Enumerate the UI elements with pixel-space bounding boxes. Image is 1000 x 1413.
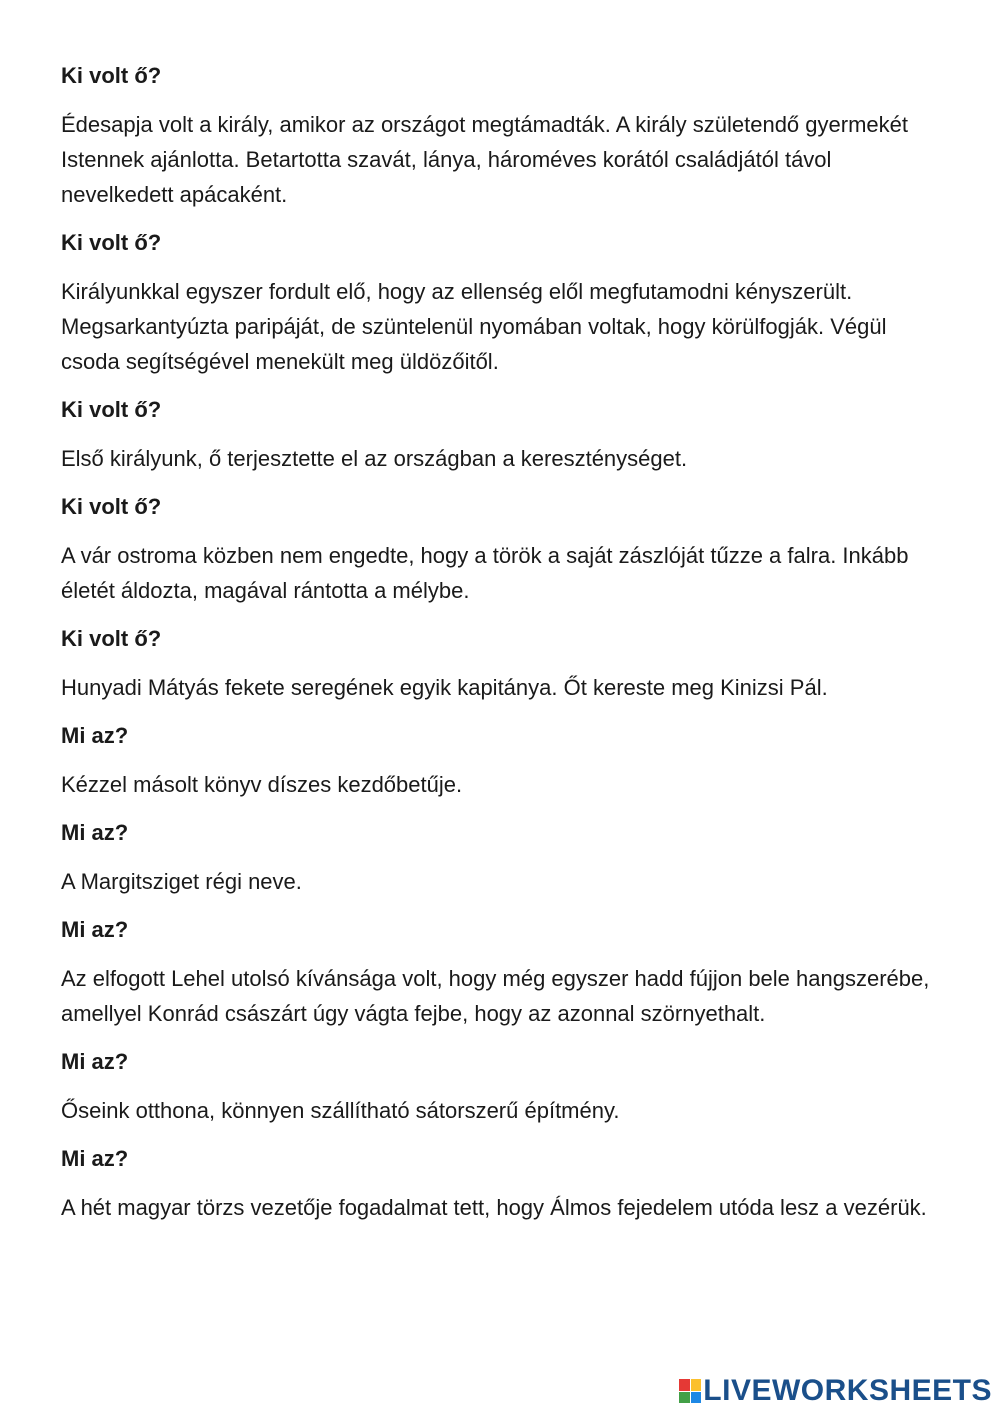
question-heading: Mi az? <box>61 917 129 942</box>
item-1 <box>61 58 941 212</box>
item-8 <box>61 912 941 1031</box>
clue-text: A hét magyar törzs vezetője fogadalmat tett, hogy Álmos fejedelem utóda lesz a vezérük. <box>61 1195 927 1220</box>
item-10 <box>61 1141 941 1225</box>
logo-mark-icon <box>679 1379 701 1403</box>
logo-text: LIVEWORKSHEETS <box>703 1374 992 1407</box>
clue-text: Hunyadi Mátyás fekete seregének egyik kapitánya. Őt kereste meg Kinizsi Pál. <box>61 675 828 700</box>
liveworksheets-logo[interactable] <box>679 1375 992 1407</box>
clue-text: Kézzel másolt könyv díszes kezdőbetűje. <box>61 772 463 797</box>
item-3 <box>61 392 941 476</box>
item-2 <box>61 225 941 379</box>
logo-square-icon <box>679 1379 690 1391</box>
question-heading: Ki volt ő? <box>61 397 162 422</box>
clue-text: Édesapja volt a király, amikor az országot megtámadták. A király születendő gyermekét Istennek ajánlotta. Betartotta szavát, lánya, hároméves korától családjától távol nevelkedett apácaként. <box>61 112 908 207</box>
question-heading: Ki volt ő? <box>61 230 162 255</box>
clue-text: A vár ostroma közben nem engedte, hogy a török a saját zászlóját tűzze a falra. Inkább életét áldozta, magával rántotta a mélybe. <box>61 543 909 603</box>
item-9 <box>61 1044 941 1128</box>
clue-text: Őseink otthona, könnyen szállítható sátorszerű építmény. <box>61 1098 620 1123</box>
question-heading: Ki volt ő? <box>61 63 162 88</box>
item-5 <box>61 621 941 705</box>
question-heading: Mi az? <box>61 1049 129 1074</box>
item-6 <box>61 718 941 802</box>
logo-square-icon <box>691 1379 702 1391</box>
question-heading: Mi az? <box>61 1146 129 1171</box>
question-heading: Ki volt ő? <box>61 494 162 519</box>
clue-text: Első királyunk, ő terjesztette el az országban a kereszténységet. <box>61 446 688 471</box>
clue-text: Az elfogott Lehel utolsó kívánsága volt, hogy még egyszer hadd fújjon bele hangszerébe, amellyel Konrád császárt úgy vágta fejbe, hogy az azonnal szörnyethalt. <box>61 966 930 1026</box>
question-heading: Ki volt ő? <box>61 626 162 651</box>
question-heading: Mi az? <box>61 723 129 748</box>
item-7 <box>61 815 941 899</box>
worksheet <box>61 58 941 1238</box>
logo-square-icon <box>679 1392 690 1404</box>
item-4 <box>61 489 941 608</box>
question-heading: Mi az? <box>61 820 129 845</box>
logo-square-icon <box>691 1392 702 1404</box>
clue-text: A Margitsziget régi neve. <box>61 869 302 894</box>
clue-text: Királyunkkal egyszer fordult elő, hogy az ellenség elől megfutamodni kényszerült. Megsarkantyúzta paripáját, de szüntelenül nyomában voltak, hogy körülfogják. Végül csoda segítségével menekült meg üldözőitől. <box>61 279 887 374</box>
